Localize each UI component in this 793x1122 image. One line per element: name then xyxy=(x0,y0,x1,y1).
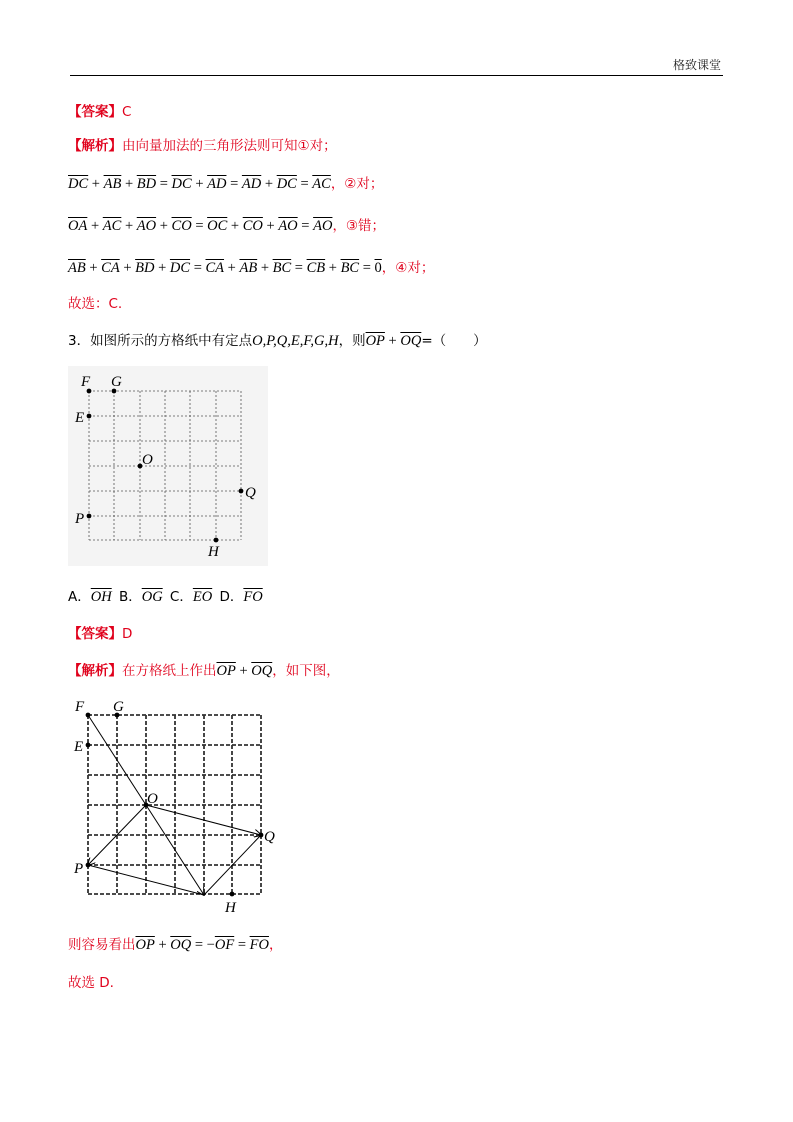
solution-analysis-suffix: ，如下图， xyxy=(272,663,340,679)
question-text-a: 如图所示的方格纸中有定点 xyxy=(90,333,253,349)
solution-result-line: 则容易看出$\overline{OP} + \overline{OQ} = -\overline{OF} = \overline{FO}$， xyxy=(68,937,283,953)
label-F: F xyxy=(81,374,91,390)
analysis-text: 由向量加法的三角形法则可知①对； xyxy=(122,138,337,154)
label-P: P xyxy=(75,511,85,527)
label-Q: Q xyxy=(245,485,256,501)
solution-analysis-text: 在方格纸上作出 xyxy=(122,663,217,679)
question-points: O,P,Q,E,F,G,H xyxy=(252,333,339,349)
point-E xyxy=(87,414,92,419)
label-G: G xyxy=(111,374,122,390)
label-O: O xyxy=(142,452,153,468)
equation-3-remark: ，④对； xyxy=(381,260,435,276)
equation-1-remark: ，②对； xyxy=(330,176,384,192)
solution-conclusion: 故选 D. xyxy=(68,975,114,991)
sol-label-E: E xyxy=(74,739,84,755)
analysis-label: 【解析】 xyxy=(68,138,122,154)
answer-value: C xyxy=(122,104,132,120)
prev-conclusion: 故选：C. xyxy=(68,296,123,312)
header-rule xyxy=(70,75,723,76)
equation-line-2: $\overline{OA} + \overline{AC} + \overline{AO} + \overline{CO} = \overline{OC} + \overline{CO} + \overline{AO} = \overline{AO}$，③错； xyxy=(68,218,386,234)
option-d[interactable]: D．$\overline{FO}$ xyxy=(219,589,263,605)
question-text-c: =（ ） xyxy=(421,333,487,349)
point-H xyxy=(214,538,219,543)
sol-label-O: O xyxy=(147,791,158,807)
equation-2-remark: ，③错； xyxy=(332,218,386,234)
header-brand: 格致课堂 xyxy=(672,58,721,72)
options-line xyxy=(68,585,263,606)
question-number: 3． xyxy=(68,333,91,349)
solution-result-suffix: ， xyxy=(268,937,283,953)
label-E: E xyxy=(75,410,85,426)
grid-figure xyxy=(68,366,268,566)
sol-label-P: P xyxy=(74,861,84,877)
option-c[interactable]: C．$\overline{EO}$ xyxy=(169,589,213,605)
question-stem: 3．如图所示的方格纸中有定点O,P,Q,E,F,G,H，则$\overline{OP} + \overline{OQ}=$（ ） xyxy=(68,333,487,349)
point-Q xyxy=(239,489,244,494)
solution-answer-line xyxy=(68,622,132,642)
solution-analysis-label: 【解析】 xyxy=(68,663,122,679)
option-b[interactable]: B．$\overline{OG}$ xyxy=(118,589,163,605)
equation-line-1: $\overline{DC} + \overline{AB} + \overline{BD} = \overline{DC} + \overline{AD} = \overline{AD} + \overline{DC} = \overline{AC}$，②对； xyxy=(68,176,384,192)
solution-figure xyxy=(68,694,278,916)
solution-result-prefix: 则容易看出 xyxy=(68,937,136,953)
sol-label-Q: Q xyxy=(264,829,275,845)
prev-answer-line xyxy=(68,100,131,120)
equation-line-3: $\overline{AB} + \overline{CA} + \overline{BD} + \overline{DC} = \overline{CA} + \overline{AB} + \overline{BC} = \overline{CB} + \overline{BC} = 0$，④对； xyxy=(68,260,435,276)
solution-analysis-line: 【解析】在方格纸上作出$\overline{OP} + \overline{OQ}$，如下图， xyxy=(68,663,340,679)
solution-answer-label: 【答案】 xyxy=(68,626,122,642)
prev-analysis-line xyxy=(68,134,337,154)
sol-label-G: G xyxy=(113,699,124,715)
sol-label-H: H xyxy=(225,900,236,916)
solution-answer-value: D xyxy=(122,626,133,642)
option-a[interactable]: A．$\overline{OH}$ xyxy=(68,589,112,605)
sol-label-F: F xyxy=(75,699,85,715)
answer-label: 【答案】 xyxy=(68,104,122,120)
question-text-b: ，则 xyxy=(338,333,366,349)
label-H: H xyxy=(208,544,219,560)
point-P xyxy=(87,514,92,519)
